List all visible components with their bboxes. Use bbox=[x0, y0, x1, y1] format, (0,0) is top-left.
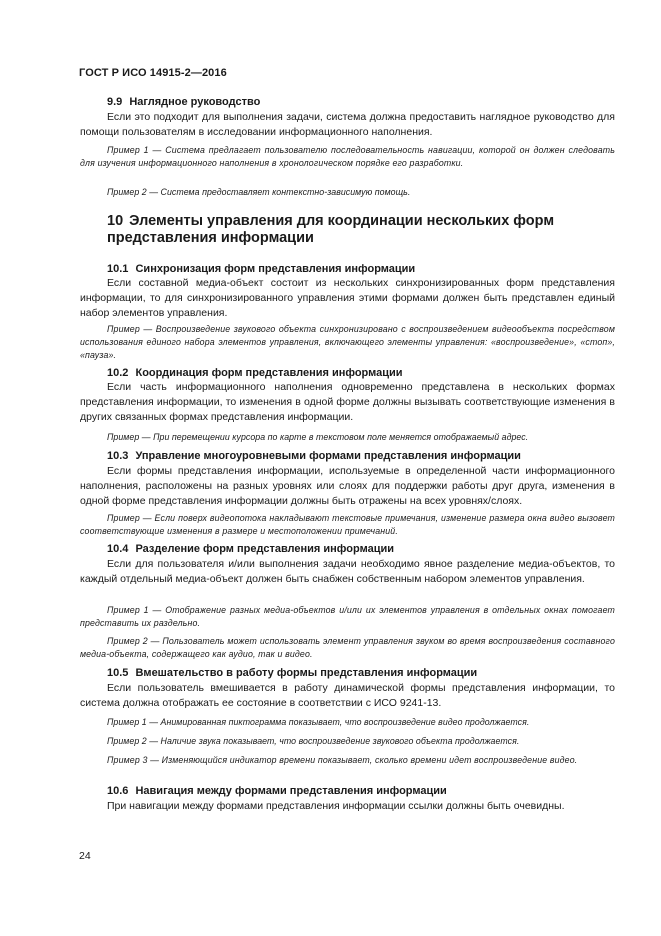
section-10-2-example: Пример — При перемещении курсора по карте в текстовом поле меняется отображаемый адрес. bbox=[107, 432, 529, 442]
section-title: Координация форм представления информации bbox=[135, 367, 403, 379]
section-number: 10.1 bbox=[107, 263, 129, 275]
section-10-5-example-1: Пример 1 — Анимированная пиктограмма показывает, что воспроизведение видео продолжается. bbox=[107, 717, 530, 727]
section-10-4-example-2: Пример 2 — Пользователь может использовать элемент управления звуком во время воспроизведения составного медиа-объекта, содержащего как аудио, так и видео. bbox=[80, 636, 615, 659]
section-number: 10.2 bbox=[107, 367, 129, 379]
section-9-9-text: Если это подходит для выполнения задачи, система должна предоставить наглядное руководство для помощи пользователям в исследовании информационного наполнения. bbox=[80, 111, 615, 139]
section-number: 10.6 bbox=[107, 785, 129, 797]
section-title: Наглядное руководство bbox=[129, 96, 261, 108]
section-title: Разделение форм представления информации bbox=[135, 543, 394, 555]
section-10-6-heading bbox=[80, 784, 615, 798]
section-10-2-heading bbox=[80, 366, 615, 380]
section-10-1-heading bbox=[80, 262, 615, 276]
section-10-1-text: Если составной медиа-объект состоит из нескольких синхронизированных форм представления информации, то для синхронизированного управления этими формами должен быть представлен единый набор элементов управления. bbox=[80, 277, 615, 320]
section-10-4-example-1: Пример 1 — Отображение разных медиа-объектов и/или их элементов управления в отдельных окнах помогает представить их раздельно. bbox=[80, 605, 615, 628]
section-title: Управление многоуровневыми формами представления информации bbox=[135, 450, 521, 462]
section-number: 10.3 bbox=[107, 450, 129, 462]
section-title: Вмешательство в работу формы представления информации bbox=[135, 667, 478, 679]
section-number: 10 bbox=[107, 213, 124, 229]
section-10-3-text: Если формы представления информации, используемые в определенной части информационного наполнения, расположены на разных уровнях или слоях для поддержки работы друг друга, изменения в одной форме представления информации должны быть отражены на всех уровнях/слоях. bbox=[80, 465, 615, 508]
section-9-9-example-1: Пример 1 — Система предлагает пользователю последовательность навигации, которой он должен следовать для изучения информационного наполнения в хронологическом порядке его разработки. bbox=[80, 145, 615, 168]
section-title: Навигация между формами представления информации bbox=[135, 785, 447, 797]
section-10-5-example-3: Пример 3 — Изменяющийся индикатор времени показывает, сколько времени идет воспроизведение видео. bbox=[107, 755, 578, 765]
document-code: ГОСТ Р ИСО 14915-2—2016 bbox=[79, 67, 227, 79]
section-10-3-example: Пример — Если поверх видеопотока накладывают текстовые примечания, изменение размера окна видео вызовет соответствующие изменения в размере и местоположении примечаний. bbox=[80, 513, 615, 536]
section-10-1-example: Пример — Воспроизведение звукового объекта синхронизировано с воспроизведением видеообъекта посредством использования единого набора элементов управления, включающего элементы управления: «воспроизведение», «стоп», «пауза». bbox=[80, 324, 615, 360]
section-9-9-heading bbox=[80, 95, 615, 109]
section-10-2-text: Если часть информационного наполнения одновременно представлена в нескольких формах представления информации, то изменения в одной форме должны вызывать соответствующие изменения в других связанных формах представления информации. bbox=[80, 381, 615, 424]
section-10-5-heading bbox=[80, 666, 615, 680]
section-title: Синхронизация форм представления информации bbox=[135, 263, 416, 275]
section-10-4-text: Если для пользователя и/или выполнения задачи необходимо явное разделение медиа-объектов, то каждый отдельный медиа-объект должен быть снабжен собственным набором элементов управления. bbox=[80, 558, 615, 586]
section-10-heading bbox=[107, 213, 567, 247]
section-9-9-example-2: Пример 2 — Система предоставляет контекстно-зависимую помощь. bbox=[107, 187, 411, 197]
section-10-4-heading bbox=[80, 542, 615, 556]
section-number: 10.4 bbox=[107, 543, 129, 555]
page-number: 24 bbox=[79, 850, 91, 862]
section-10-6-text: При навигации между формами представления информации ссылки должны быть очевидны. bbox=[107, 800, 565, 812]
section-number: 9.9 bbox=[107, 96, 123, 108]
section-title: Элементы управления для координации нескольких форм представления информации bbox=[107, 213, 555, 246]
section-10-5-text: Если пользователь вмешивается в работу динамической формы представления информации, то система должна отображать ее состояние в соответствии с ИСО 9241-13. bbox=[80, 682, 615, 710]
section-number: 10.5 bbox=[107, 667, 129, 679]
section-10-3-heading bbox=[80, 449, 615, 463]
section-10-5-example-2: Пример 2 — Наличие звука показывает, что воспроизведение звукового объекта продолжается. bbox=[107, 736, 520, 746]
